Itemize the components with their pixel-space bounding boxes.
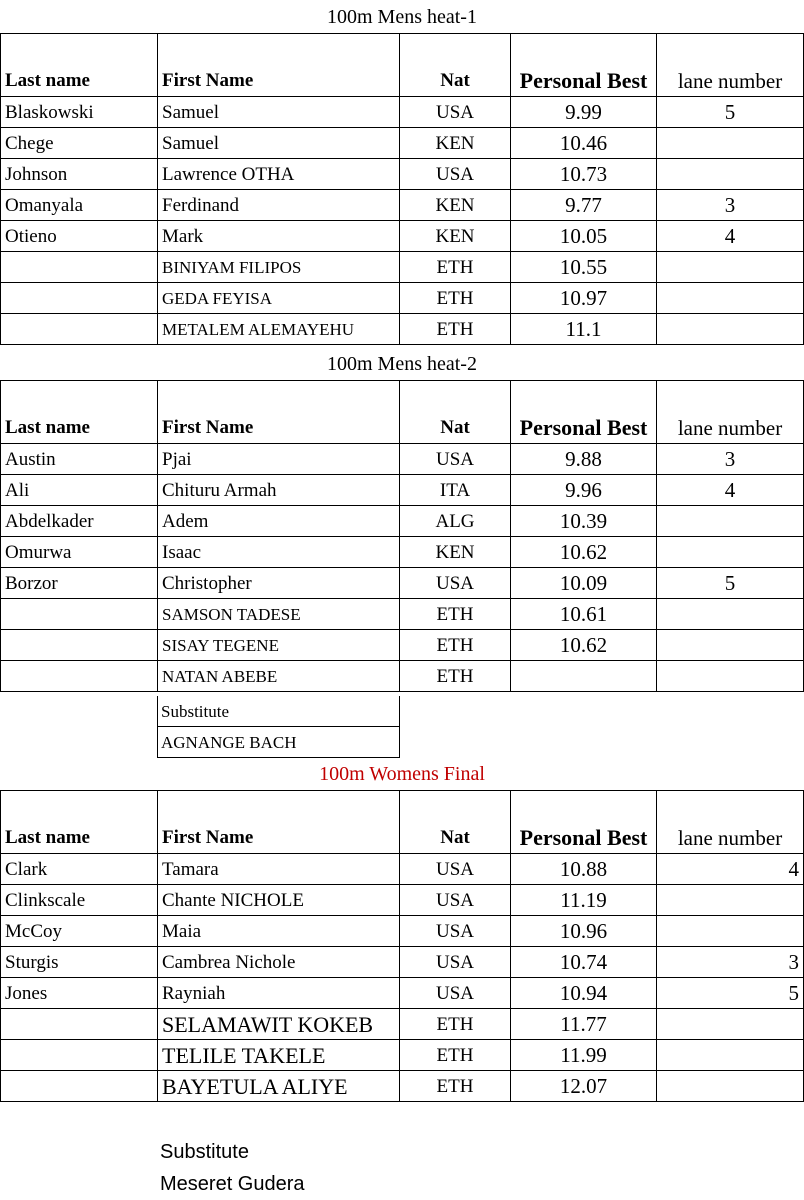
header-nat: Nat — [400, 381, 511, 444]
cell-nat: ETH — [400, 599, 511, 630]
cell-lane-number — [657, 159, 804, 190]
cell-first-name: Rayniah — [158, 978, 400, 1009]
table-row — [1, 475, 804, 506]
cell-nat: KEN — [400, 537, 511, 568]
cell-last-name — [1, 252, 158, 283]
substitute-divider — [158, 726, 399, 727]
cell-nat: USA — [400, 97, 511, 128]
table-row — [1, 568, 804, 599]
table-row — [1, 630, 804, 661]
cell-personal-best — [511, 661, 657, 692]
cell-lane-number: 3 — [657, 947, 804, 978]
cell-last-name — [1, 599, 158, 630]
women-header-row — [1, 791, 804, 854]
cell-last-name — [1, 1071, 158, 1102]
cell-first-name: SISAY TEGENE — [158, 630, 400, 661]
table-row — [1, 506, 804, 537]
cell-last-name — [1, 661, 158, 692]
table-row — [1, 916, 804, 947]
cell-last-name: Austin — [1, 444, 158, 475]
cell-lane-number: 5 — [657, 568, 804, 599]
cell-lane-number — [657, 1071, 804, 1102]
cell-nat: ITA — [400, 475, 511, 506]
women-substitute-label: Substitute — [160, 1141, 249, 1163]
cell-first-name: Cambrea Nichole — [158, 947, 400, 978]
cell-personal-best: 9.99 — [511, 97, 657, 128]
cell-last-name: Jones — [1, 978, 158, 1009]
header-first-name: First Name — [158, 791, 400, 854]
women-table — [0, 790, 804, 1102]
cell-lane-number — [657, 314, 804, 345]
cell-personal-best: 10.97 — [511, 283, 657, 314]
table-row — [1, 1071, 804, 1102]
cell-first-name: SELAMAWIT KOKEB — [158, 1009, 400, 1040]
header-last-name: Last name — [1, 34, 158, 97]
cell-last-name: Omanyala — [1, 190, 158, 221]
cell-nat: ETH — [400, 1040, 511, 1071]
cell-nat: ETH — [400, 661, 511, 692]
cell-first-name: TELILE TAKELE — [158, 1040, 400, 1071]
cell-personal-best: 10.96 — [511, 916, 657, 947]
cell-first-name: Lawrence OTHA — [158, 159, 400, 190]
women-substitute-name: Meseret Gudera — [160, 1173, 305, 1195]
cell-lane-number — [657, 506, 804, 537]
cell-nat: ALG — [400, 506, 511, 537]
cell-lane-number — [657, 885, 804, 916]
header-lane-number: lane number — [657, 791, 804, 854]
cell-personal-best: 10.39 — [511, 506, 657, 537]
cell-lane-number — [657, 1040, 804, 1071]
table-row — [1, 537, 804, 568]
cell-lane-number: 5 — [657, 97, 804, 128]
cell-personal-best: 10.61 — [511, 599, 657, 630]
table-row — [1, 947, 804, 978]
cell-last-name: McCoy — [1, 916, 158, 947]
cell-personal-best: 10.62 — [511, 537, 657, 568]
heat2-title: 100m Mens heat-2 — [327, 353, 477, 375]
header-personal-best: Personal Best — [511, 381, 657, 444]
cell-personal-best: 10.55 — [511, 252, 657, 283]
cell-personal-best: 11.1 — [511, 314, 657, 345]
cell-first-name: NATAN ABEBE — [158, 661, 400, 692]
heat2-substitute-label: Substitute — [161, 702, 230, 721]
heat1-header-row — [1, 34, 804, 97]
table-row — [1, 283, 804, 314]
cell-lane-number — [657, 283, 804, 314]
table-row — [1, 159, 804, 190]
women-title: 100m Womens Final — [319, 763, 485, 785]
header-last-name: Last name — [1, 381, 158, 444]
cell-nat: USA — [400, 885, 511, 916]
cell-nat: USA — [400, 854, 511, 885]
cell-personal-best: 10.94 — [511, 978, 657, 1009]
cell-last-name — [1, 630, 158, 661]
cell-lane-number: 4 — [657, 854, 804, 885]
cell-lane-number: 5 — [657, 978, 804, 1009]
cell-lane-number: 4 — [657, 221, 804, 252]
header-nat: Nat — [400, 34, 511, 97]
cell-first-name: Ferdinand — [158, 190, 400, 221]
cell-last-name — [1, 314, 158, 345]
cell-last-name: Johnson — [1, 159, 158, 190]
cell-lane-number — [657, 916, 804, 947]
cell-last-name — [1, 1040, 158, 1071]
cell-first-name: SAMSON TADESE — [158, 599, 400, 630]
cell-lane-number — [657, 128, 804, 159]
cell-personal-best: 10.74 — [511, 947, 657, 978]
cell-lane-number — [657, 537, 804, 568]
header-personal-best: Personal Best — [511, 34, 657, 97]
cell-personal-best: 10.05 — [511, 221, 657, 252]
header-lane-number: lane number — [657, 381, 804, 444]
cell-personal-best: 9.96 — [511, 475, 657, 506]
header-first-name: First Name — [158, 34, 400, 97]
cell-first-name: Samuel — [158, 97, 400, 128]
cell-first-name: Christopher — [158, 568, 400, 599]
table-row — [1, 97, 804, 128]
cell-nat: USA — [400, 568, 511, 599]
cell-last-name: Chege — [1, 128, 158, 159]
table-row — [1, 128, 804, 159]
cell-nat: KEN — [400, 128, 511, 159]
cell-first-name: BAYETULA ALIYE — [158, 1071, 400, 1102]
cell-last-name: Otieno — [1, 221, 158, 252]
cell-lane-number — [657, 599, 804, 630]
cell-nat: ETH — [400, 283, 511, 314]
cell-nat: USA — [400, 978, 511, 1009]
cell-personal-best: 9.77 — [511, 190, 657, 221]
cell-first-name: METALEM ALEMAYEHU — [158, 314, 400, 345]
cell-nat: ETH — [400, 1009, 511, 1040]
cell-nat: USA — [400, 947, 511, 978]
heat2-substitute-box — [157, 696, 400, 758]
cell-nat: USA — [400, 916, 511, 947]
cell-personal-best: 10.46 — [511, 128, 657, 159]
cell-first-name: Isaac — [158, 537, 400, 568]
cell-personal-best: 10.88 — [511, 854, 657, 885]
cell-lane-number — [657, 661, 804, 692]
table-row — [1, 1040, 804, 1071]
cell-first-name: Mark — [158, 221, 400, 252]
cell-nat: KEN — [400, 190, 511, 221]
cell-last-name: Clark — [1, 854, 158, 885]
table-row — [1, 854, 804, 885]
cell-first-name: Samuel — [158, 128, 400, 159]
cell-last-name: Ali — [1, 475, 158, 506]
table-row — [1, 314, 804, 345]
cell-personal-best: 9.88 — [511, 444, 657, 475]
table-row — [1, 221, 804, 252]
cell-personal-best: 11.19 — [511, 885, 657, 916]
table-row — [1, 599, 804, 630]
cell-first-name: Adem — [158, 506, 400, 537]
cell-personal-best: 10.62 — [511, 630, 657, 661]
cell-first-name: Pjai — [158, 444, 400, 475]
heat1-table — [0, 33, 804, 345]
cell-last-name — [1, 283, 158, 314]
header-first-name: First Name — [158, 381, 400, 444]
cell-personal-best: 12.07 — [511, 1071, 657, 1102]
cell-last-name: Borzor — [1, 568, 158, 599]
cell-personal-best: 11.99 — [511, 1040, 657, 1071]
cell-nat: USA — [400, 159, 511, 190]
header-personal-best: Personal Best — [511, 791, 657, 854]
table-row — [1, 252, 804, 283]
heat2-table — [0, 380, 804, 692]
heat2-substitute-name: AGNANGE BACH — [161, 733, 297, 752]
header-lane-number: lane number — [657, 34, 804, 97]
table-row — [1, 444, 804, 475]
cell-first-name: GEDA FEYISA — [158, 283, 400, 314]
heat1-title: 100m Mens heat-1 — [327, 6, 477, 28]
table-row — [1, 190, 804, 221]
header-nat: Nat — [400, 791, 511, 854]
cell-nat: KEN — [400, 221, 511, 252]
cell-last-name — [1, 1009, 158, 1040]
cell-lane-number — [657, 1009, 804, 1040]
cell-personal-best: 11.77 — [511, 1009, 657, 1040]
cell-first-name: Chituru Armah — [158, 475, 400, 506]
cell-last-name: Clinkscale — [1, 885, 158, 916]
cell-lane-number: 3 — [657, 190, 804, 221]
cell-lane-number — [657, 252, 804, 283]
cell-nat: ETH — [400, 314, 511, 345]
cell-last-name: Abdelkader — [1, 506, 158, 537]
cell-first-name: Maia — [158, 916, 400, 947]
table-row — [1, 978, 804, 1009]
cell-lane-number: 3 — [657, 444, 804, 475]
cell-lane-number — [657, 630, 804, 661]
cell-last-name: Sturgis — [1, 947, 158, 978]
cell-last-name: Blaskowski — [1, 97, 158, 128]
cell-first-name: Chante NICHOLE — [158, 885, 400, 916]
cell-nat: USA — [400, 444, 511, 475]
heat2-header-row — [1, 381, 804, 444]
table-row — [1, 885, 804, 916]
cell-personal-best: 10.73 — [511, 159, 657, 190]
cell-lane-number: 4 — [657, 475, 804, 506]
cell-nat: ETH — [400, 630, 511, 661]
header-last-name: Last name — [1, 791, 158, 854]
cell-nat: ETH — [400, 252, 511, 283]
cell-last-name: Omurwa — [1, 537, 158, 568]
table-row — [1, 661, 804, 692]
cell-nat: ETH — [400, 1071, 511, 1102]
cell-personal-best: 10.09 — [511, 568, 657, 599]
cell-first-name: Tamara — [158, 854, 400, 885]
table-row — [1, 1009, 804, 1040]
cell-first-name: BINIYAM FILIPOS — [158, 252, 400, 283]
